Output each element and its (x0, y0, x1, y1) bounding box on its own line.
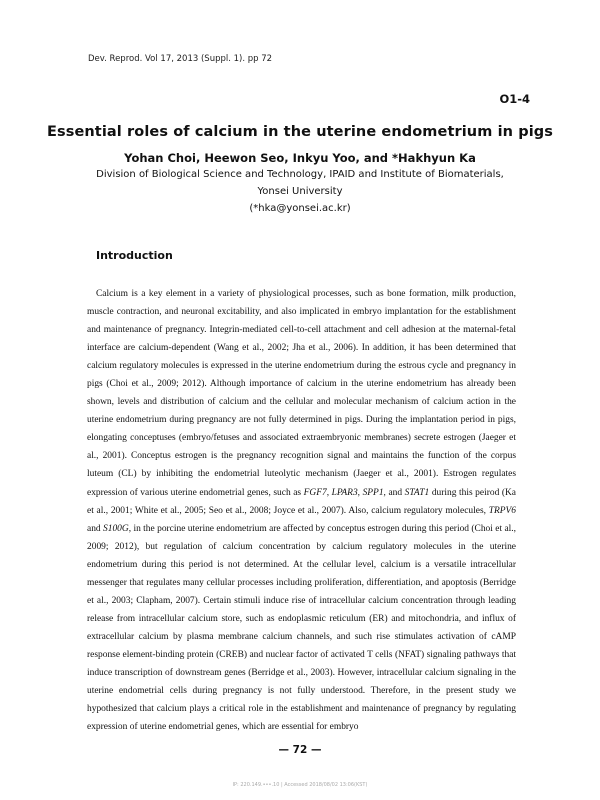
author-list: Yohan Choi, Heewon Seo, Inkyu Yoo, and *Hakhyun Ka (124, 151, 476, 165)
page-number: — 72 — (278, 744, 322, 756)
text-segment: and (87, 523, 104, 534)
paper-title: Essential roles of calcium in the uterine endometrium in pigs (46, 124, 553, 140)
access-watermark: IP: 220.149.•••.10 | Accessed 2018/08/02 13:06(KST) (232, 782, 368, 788)
gene-name: SPP1 (362, 487, 384, 498)
body-paragraph (87, 285, 516, 736)
body-text (87, 285, 516, 736)
gene-name: LPAR3 (331, 487, 358, 498)
text-segment: during this peirod (Ka et al., 2001; White et al., 2005; Seo et al., 2008; Joyce et al., 2007). Also, calcium regulatory molecules, (87, 487, 516, 516)
text-segment: , (357, 487, 363, 498)
section-heading: Introduction (96, 249, 173, 262)
gene-name: FGF7 (303, 487, 327, 498)
text-segment: Calcium is a key element in a variety of physiological processes, such as bone formation, milk production, muscle contraction, and neuronal excitability, and also implicated in embryo implantation for the establishment and maintenance of pregnancy. Integrin-mediated cell-to-cell attachment and cell adhesion at the maternal-fetal interface are calcium-dependent (Wang et al., 2002; Jha et al., 2006). In addition, it has been determined that calcium regulatory molecules is expressed in the uterine endometrium during the estrous cycle and pregnancy in pigs (Choi et al., 2009; 2012). Although importance of calcium in the uterine endometrium has already been shown, levels and distribution of calcium and the cellular and molecular mechanism of calcium action in the uterine endometrium during pregnancy are not fully determined in pigs. During the implantation period in pigs, elongating conceptuses (embryo/fetuses and associated extraembryonic membranes) secrete estrogen (Jaeger et al., 2001). Conceptus estrogen is the pregnancy recognition signal and maintains the function of the corpus luteum (CL) by inhibiting the endometrial luteolytic mechanism (Jaeger et al., 2001). Estrogen regulates expression of various uterine endometrial genes, such as (87, 289, 516, 498)
gene-name: S100G (103, 523, 129, 534)
abstract-id: O1-4 (499, 92, 530, 106)
journal-reference: Dev. Reprod. Vol 17, 2013 (Suppl. 1). pp 72 (88, 54, 273, 64)
gene-name: STAT1 (404, 487, 430, 498)
affiliation-line-2: Yonsei University (257, 186, 343, 197)
text-segment: , and (383, 487, 405, 498)
corresponding-email: (*hka@yonsei.ac.kr) (249, 203, 351, 214)
text-segment: , in the porcine uterine endometrium are affected by conceptus estrogen during this period (Choi et al., 2009; 2012), but regulation of calcium concentration by calcium regulatory molecules in the uterine endometrium during this period is not determined. At the cellular level, calcium is a versatile intracellular messenger that regulates many cellular processes including proliferation, differentiation, and apoptosis (Berridge et al., 2003; Clapham, 2007). Certain stimuli induce rise of intracellular calcium concentration through leading release from intracellular calcium store, such as endoplasmic reticulum (ER) and mitochondria, and influx of extracellular calcium by plasma membrane calcium channels, and such rise stimulates activation of cAMP response element-binding protein (CREB) and nuclear factor of activated T cells (NFAT) signaling pathways that induce transcription of downstream genes (Berridge et al., 2003). However, intracellular calcium signaling in the uterine endometrial cells during pregnancy is not fully understood. Therefore, in the present study we hypothesized that calcium plays a critical role in the establishment and maintenance of pregnancy by regulating expression of uterine endometrial genes, which are essential for embryo (87, 523, 516, 733)
text-segment: , (326, 487, 332, 498)
gene-name: TRPV6 (488, 505, 516, 516)
affiliation-line-1: Division of Biological Science and Technology, IPAID and Institute of Biomaterials, (96, 169, 504, 180)
